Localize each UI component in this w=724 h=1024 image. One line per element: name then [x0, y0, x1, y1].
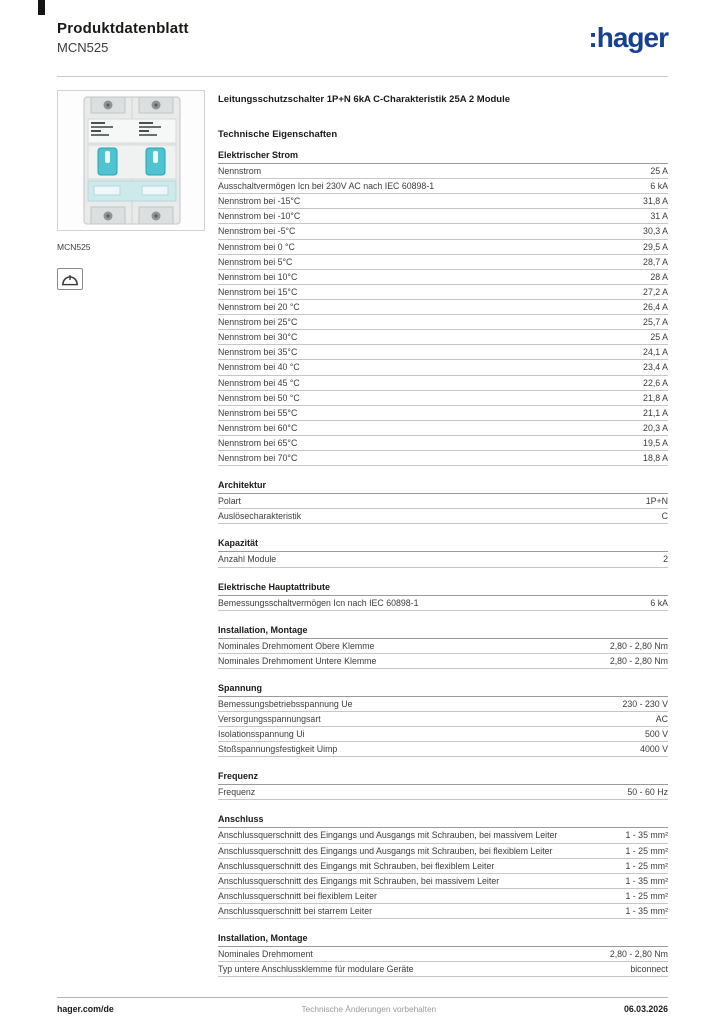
spec-value: 25 A — [650, 332, 668, 343]
spec-value: 1P+N — [645, 496, 668, 507]
header-titles — [57, 20, 189, 55]
spec-row — [218, 742, 668, 757]
spec-row — [218, 391, 668, 406]
spec-row — [218, 300, 668, 315]
spec-row — [218, 376, 668, 391]
spec-row — [218, 179, 668, 194]
spec-label: Versorgungsspannungsart — [218, 713, 321, 724]
spec-value: 1 - 35 mm² — [625, 875, 668, 886]
spec-row — [218, 240, 668, 255]
spec-section-title: Anschluss — [218, 814, 668, 828]
spec-label: Nennstrom bei 35°C — [218, 347, 298, 358]
spec-section-title: Elektrischer Strom — [218, 150, 668, 164]
spec-value: 50 - 60 Hz — [627, 787, 668, 798]
main-content — [218, 94, 668, 977]
spec-label: Nennstrom bei 60°C — [218, 422, 298, 433]
spec-label: Nennstrom bei 15°C — [218, 286, 298, 297]
spec-sections — [218, 150, 668, 977]
spec-row — [218, 654, 668, 669]
spec-row — [218, 889, 668, 904]
spec-label: Isolationsspannung Ui — [218, 729, 305, 740]
spec-label: Bemessungsschaltvermögen Icn nach IEC 60898-1 — [218, 597, 419, 608]
spec-row — [218, 285, 668, 300]
spec-row — [218, 406, 668, 421]
spec-section — [218, 814, 668, 919]
spec-value: 18,8 A — [643, 453, 668, 464]
spec-label: Nennstrom bei 40 °C — [218, 362, 300, 373]
spec-label: Frequenz — [218, 787, 256, 798]
hager-logo: :hager — [588, 22, 668, 53]
spec-row — [218, 255, 668, 270]
print-registration-mark — [38, 0, 45, 15]
spec-value: 1 - 25 mm² — [625, 890, 668, 901]
spec-label: Auslösecharakteristik — [218, 511, 302, 522]
spec-label: Nennstrom bei 25°C — [218, 317, 298, 328]
product-image-caption: MCN525 — [57, 242, 91, 252]
header-divider — [57, 76, 668, 77]
spec-row — [218, 421, 668, 436]
spec-row — [218, 360, 668, 375]
spec-row — [218, 596, 668, 611]
spec-value: 28,7 A — [643, 256, 668, 267]
spec-label: Nominales Drehmoment Untere Klemme — [218, 655, 377, 666]
spec-value: 1 - 35 mm² — [625, 830, 668, 841]
spec-label: Nennstrom bei 70°C — [218, 453, 298, 464]
spec-label: Stoßspannungsfestigkeit Uimp — [218, 744, 338, 755]
spec-row — [218, 494, 668, 509]
spec-value: 21,8 A — [643, 392, 668, 403]
product-image — [57, 90, 205, 231]
spec-section — [218, 150, 668, 466]
spec-label: Nennstrom bei 45 °C — [218, 377, 300, 388]
spec-value: 230 - 230 V — [622, 698, 668, 709]
spec-section — [218, 480, 668, 524]
spec-row — [218, 209, 668, 224]
spec-row — [218, 451, 668, 466]
spec-section — [218, 625, 668, 669]
spec-label: Nennstrom bei 65°C — [218, 437, 298, 448]
spec-row — [218, 727, 668, 742]
spec-label: Anschlussquerschnitt des Eingangs und Ausgangs mit Schrauben, bei massivem Leiter — [218, 830, 558, 841]
spec-value: 4000 V — [640, 744, 668, 755]
spec-section — [218, 683, 668, 757]
spec-row — [218, 436, 668, 451]
spec-row — [218, 785, 668, 800]
spec-row — [218, 224, 668, 239]
footer-date: 06.03.2026 — [623, 1004, 668, 1014]
footer-website: hager.com/de — [57, 1004, 114, 1014]
spec-row — [218, 962, 668, 977]
spec-value: 1 - 25 mm² — [625, 845, 668, 856]
spec-value: 2,80 - 2,80 Nm — [609, 640, 668, 651]
footer — [57, 997, 668, 1014]
spec-section — [218, 582, 668, 611]
spec-value: 31 A — [650, 211, 668, 222]
spec-value: 27,2 A — [643, 286, 668, 297]
spec-row — [218, 270, 668, 285]
spec-value: 6 kA — [650, 597, 668, 608]
spec-value: 31,8 A — [643, 196, 668, 207]
spec-value: biconnect — [630, 964, 668, 975]
spec-value: 20,3 A — [643, 422, 668, 433]
spec-value: 21,1 A — [643, 407, 668, 418]
spec-label: Nennstrom bei 5°C — [218, 256, 293, 267]
spec-value: 6 kA — [650, 181, 668, 192]
spec-section-title: Spannung — [218, 683, 668, 697]
product-code: MCN525 — [57, 40, 109, 55]
spec-section-title: Installation, Montage — [218, 625, 668, 639]
spec-value: 22,6 A — [643, 377, 668, 388]
spec-label: Polart — [218, 496, 241, 507]
spec-label: Nennstrom bei 30°C — [218, 332, 298, 343]
spec-section-title: Frequenz — [218, 771, 668, 785]
spec-row — [218, 194, 668, 209]
spec-label: Nominales Drehmoment — [218, 949, 313, 960]
spec-label: Nennstrom bei -15°C — [218, 196, 301, 207]
spec-value: 1 - 25 mm² — [625, 860, 668, 871]
spec-value: 2,80 - 2,80 Nm — [609, 655, 668, 666]
spec-value: 29,5 A — [643, 241, 668, 252]
spec-label: Nennstrom bei -5°C — [218, 226, 296, 237]
spec-value: 25,7 A — [643, 317, 668, 328]
technical-properties-title: Technische Eigenschaften — [218, 129, 338, 140]
spec-label: Anschlussquerschnitt bei flexiblem Leiter — [218, 890, 377, 901]
spec-value: AC — [655, 713, 668, 724]
spec-label: Anschlussquerschnitt des Eingangs mit Schrauben, bei flexiblem Leiter — [218, 860, 495, 871]
spec-label: Anschlussquerschnitt des Eingangs und Ausgangs mit Schrauben, bei flexiblem Leiter — [218, 845, 553, 856]
spec-row — [218, 509, 668, 524]
spec-value: 1 - 35 mm² — [625, 905, 668, 916]
header — [57, 20, 668, 55]
spec-row — [218, 315, 668, 330]
spec-value: 26,4 A — [643, 301, 668, 312]
spec-row — [218, 844, 668, 859]
spec-value: 19,5 A — [643, 437, 668, 448]
spec-label: Anschlussquerschnitt des Eingangs mit Schrauben, bei massivem Leiter — [218, 875, 500, 886]
spec-value: 2 — [663, 554, 668, 565]
spec-row — [218, 904, 668, 919]
spec-label: Anzahl Module — [218, 554, 277, 565]
spec-label: Nennstrom bei -10°C — [218, 211, 301, 222]
spec-row — [218, 639, 668, 654]
spec-section-title: Kapazität — [218, 538, 668, 552]
spec-value: 24,1 A — [643, 347, 668, 358]
spec-value: C — [661, 511, 668, 522]
spec-row — [218, 697, 668, 712]
spec-label: Nennstrom bei 10°C — [218, 271, 298, 282]
spec-section — [218, 771, 668, 800]
spec-row — [218, 552, 668, 567]
spec-label: Nennstrom bei 20 °C — [218, 301, 300, 312]
certification-glyph — [61, 272, 79, 286]
spec-section — [218, 933, 668, 977]
spec-row — [218, 330, 668, 345]
spec-row — [218, 947, 668, 962]
footer-disclaimer: Technische Änderungen vorbehalten — [301, 1004, 437, 1014]
product-heading: Leitungsschutzschalter 1P+N 6kA C-Charakteristik 25A 2 Module — [218, 94, 511, 105]
spec-value: 23,4 A — [643, 362, 668, 373]
spec-value: 30,3 A — [643, 226, 668, 237]
spec-label: Ausschaltvermögen Icn bei 230V AC nach IEC 60898-1 — [218, 181, 435, 192]
page-title: Produktdatenblatt — [57, 20, 189, 37]
spec-section-title: Architektur — [218, 480, 668, 494]
spec-section-title: Installation, Montage — [218, 933, 668, 947]
spec-label: Typ untere Anschlussklemme für modulare Geräte — [218, 964, 414, 975]
spec-value: 2,80 - 2,80 Nm — [609, 949, 668, 960]
spec-row — [218, 828, 668, 843]
product-sidebar — [57, 90, 205, 290]
spec-label: Bemessungsbetriebsspannung Ue — [218, 698, 353, 709]
spec-label: Nominales Drehmoment Obere Klemme — [218, 640, 375, 651]
spec-label: Nennstrom bei 55°C — [218, 407, 298, 418]
spec-label: Nennstrom bei 0 °C — [218, 241, 295, 252]
spec-row — [218, 874, 668, 889]
spec-label: Anschlussquerschnitt bei starrem Leiter — [218, 905, 373, 916]
circuit-breaker-illustration — [58, 91, 206, 230]
spec-row — [218, 712, 668, 727]
spec-value: 28 A — [650, 271, 668, 282]
spec-label: Nennstrom — [218, 166, 262, 176]
spec-row — [218, 859, 668, 874]
spec-row — [218, 164, 668, 179]
spec-section-title: Elektrische Hauptattribute — [218, 582, 668, 596]
certification-icon — [57, 268, 83, 290]
spec-value: 25 A — [650, 166, 668, 176]
spec-value: 500 V — [645, 729, 668, 740]
spec-section — [218, 538, 668, 567]
spec-row — [218, 345, 668, 360]
spec-label: Nennstrom bei 50 °C — [218, 392, 300, 403]
